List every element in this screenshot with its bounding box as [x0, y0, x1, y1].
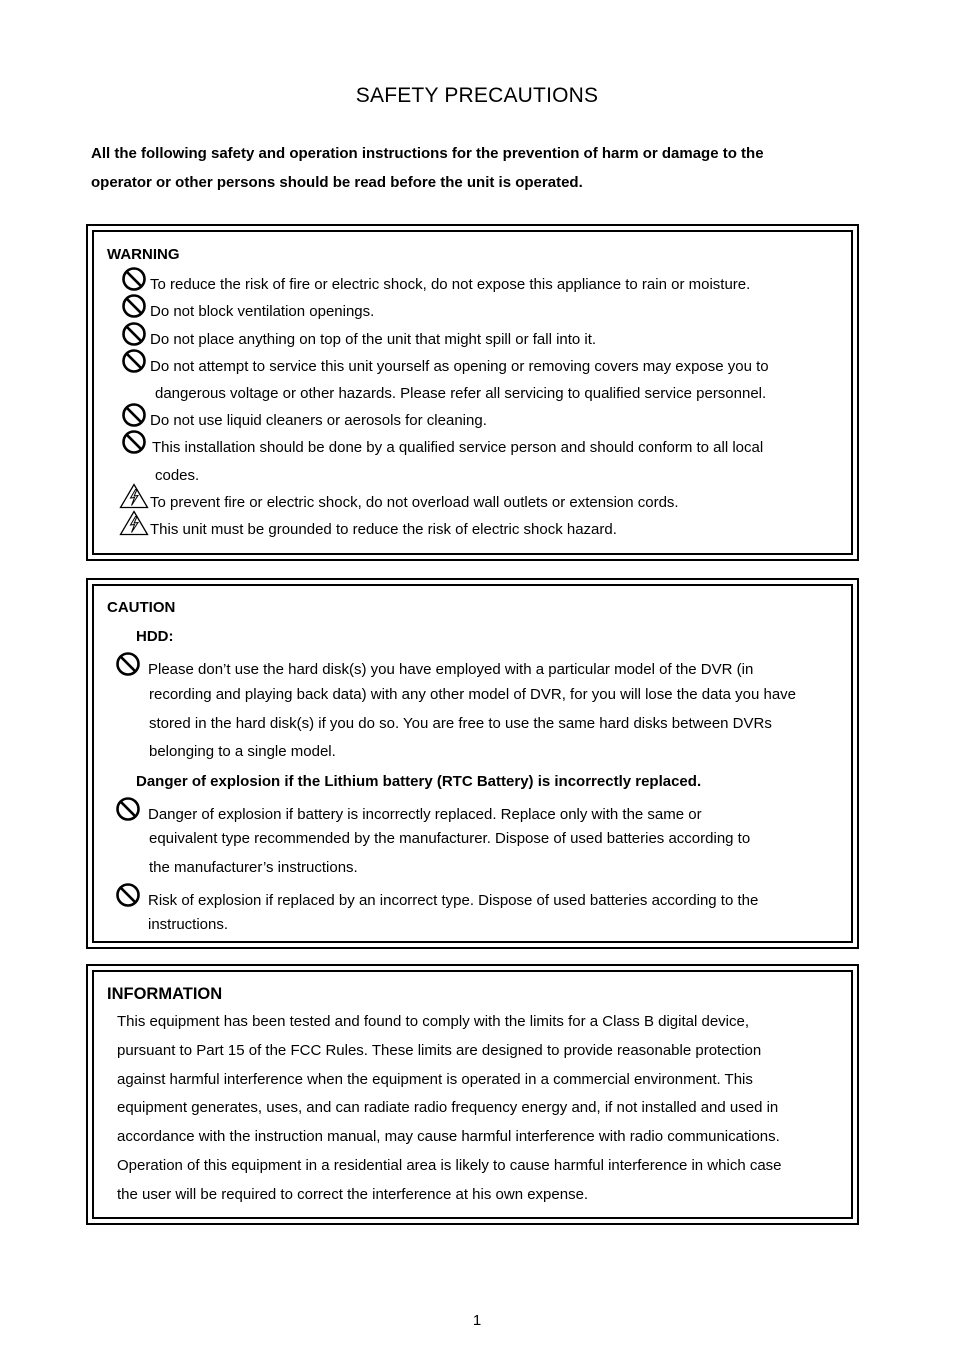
information-line-4: equipment generates, uses, and can radiate radio frequency energy and, if not installed and used in: [117, 1099, 779, 1117]
prohibited-icon: [115, 651, 141, 677]
battery-item-1-line-3: the manufacturer’s instructions.: [149, 859, 358, 876]
caution-heading: CAUTION: [107, 599, 176, 616]
warning-item-4-line-2: dangerous voltage or other hazards. Please refer all servicing to qualified service personnel.: [155, 385, 767, 402]
intro-line-1: All the following safety and operation instructions for the prevention of harm or damage to the: [91, 145, 764, 162]
hdd-item-line-3: stored in the hard disk(s) if you do so. You are free to use the same hard disks between DVRs: [149, 715, 772, 732]
information-line-7: the user will be required to correct the interference at his own expense.: [117, 1185, 589, 1203]
information-line-6: Operation of this equipment in a residential area is likely to cause harmful interference in which case: [117, 1156, 782, 1174]
prohibited-icon: [121, 348, 147, 374]
prohibited-icon: [115, 796, 141, 822]
warning-item-6-line-2: codes.: [155, 467, 200, 484]
prohibited-icon: [115, 882, 141, 908]
information-line-2: pursuant to Part 15 of the FCC Rules. These limits are designed to provide reasonable protection: [117, 1041, 762, 1059]
caution-box-inner-border: [92, 584, 853, 943]
warning-heading: WARNING: [107, 246, 180, 263]
hdd-item-line-1: Please don’t use the hard disk(s) you have employed with a particular model of the DVR (in: [148, 661, 754, 678]
warning-item-2: Do not block ventilation openings.: [150, 303, 375, 320]
hdd-item-line-2: recording and playing back data) with any other model of DVR, for you will lose the data you have: [149, 686, 797, 703]
information-heading: INFORMATION: [107, 985, 223, 1003]
battery-item-1-line-1: Danger of explosion if battery is incorrectly replaced. Replace only with the same or: [148, 806, 702, 823]
hdd-item-line-4: belonging to a single model.: [149, 743, 336, 760]
warning-item-7: To prevent fire or electric shock, do not overload wall outlets or extension cords.: [150, 494, 679, 511]
prohibited-icon: [121, 402, 147, 428]
warning-item-5: Do not use liquid cleaners or aerosols for cleaning.: [150, 412, 487, 429]
electric-hazard-icon: [119, 510, 149, 536]
prohibited-icon: [121, 293, 147, 319]
battery-item-2-line-1: Risk of explosion if replaced by an incorrect type. Dispose of used batteries according to the: [148, 892, 759, 909]
prohibited-icon: [121, 321, 147, 347]
prohibited-icon: [121, 429, 147, 455]
battery-item-1-line-2: equivalent type recommended by the manufacturer. Dispose of used batteries according to: [149, 830, 751, 847]
warning-item-4-line-1: Do not attempt to service this unit yourself as opening or removing covers may expose you to: [150, 358, 769, 375]
warning-item-3: Do not place anything on top of the unit that might spill or fall into it.: [150, 331, 597, 348]
information-line-3: against harmful interference when the equipment is operated in a commercial environment. This: [117, 1070, 753, 1088]
information-line-1: This equipment has been tested and found to comply with the limits for a Class B digital device,: [117, 1013, 749, 1030]
warning-item-6-line-1: This installation should be done by a qualified service person and should conform to all local: [152, 439, 764, 456]
warning-item-8: This unit must be grounded to reduce the risk of electric shock hazard.: [150, 521, 617, 538]
information-line-5: accordance with the instruction manual, may cause harmful interference with radio communications.: [117, 1128, 780, 1146]
page-title: SAFETY PRECAUTIONS: [355, 84, 599, 107]
page-number: 1: [472, 1312, 482, 1329]
intro-text: [91, 139, 851, 197]
battery-heading: Danger of explosion if the Lithium battery (RTC Battery) is incorrectly replaced.: [136, 773, 702, 790]
battery-item-2-line-2: instructions.: [148, 916, 229, 933]
hdd-heading: HDD:: [136, 628, 174, 645]
information-paragraph: [117, 1008, 839, 1210]
warning-item-1: To reduce the risk of fire or electric shock, do not expose this appliance to rain or moisture.: [150, 276, 751, 293]
electric-hazard-icon: [119, 483, 149, 509]
intro-line-2: operator or other persons should be read before the unit is operated.: [91, 174, 583, 191]
prohibited-icon: [121, 266, 147, 292]
